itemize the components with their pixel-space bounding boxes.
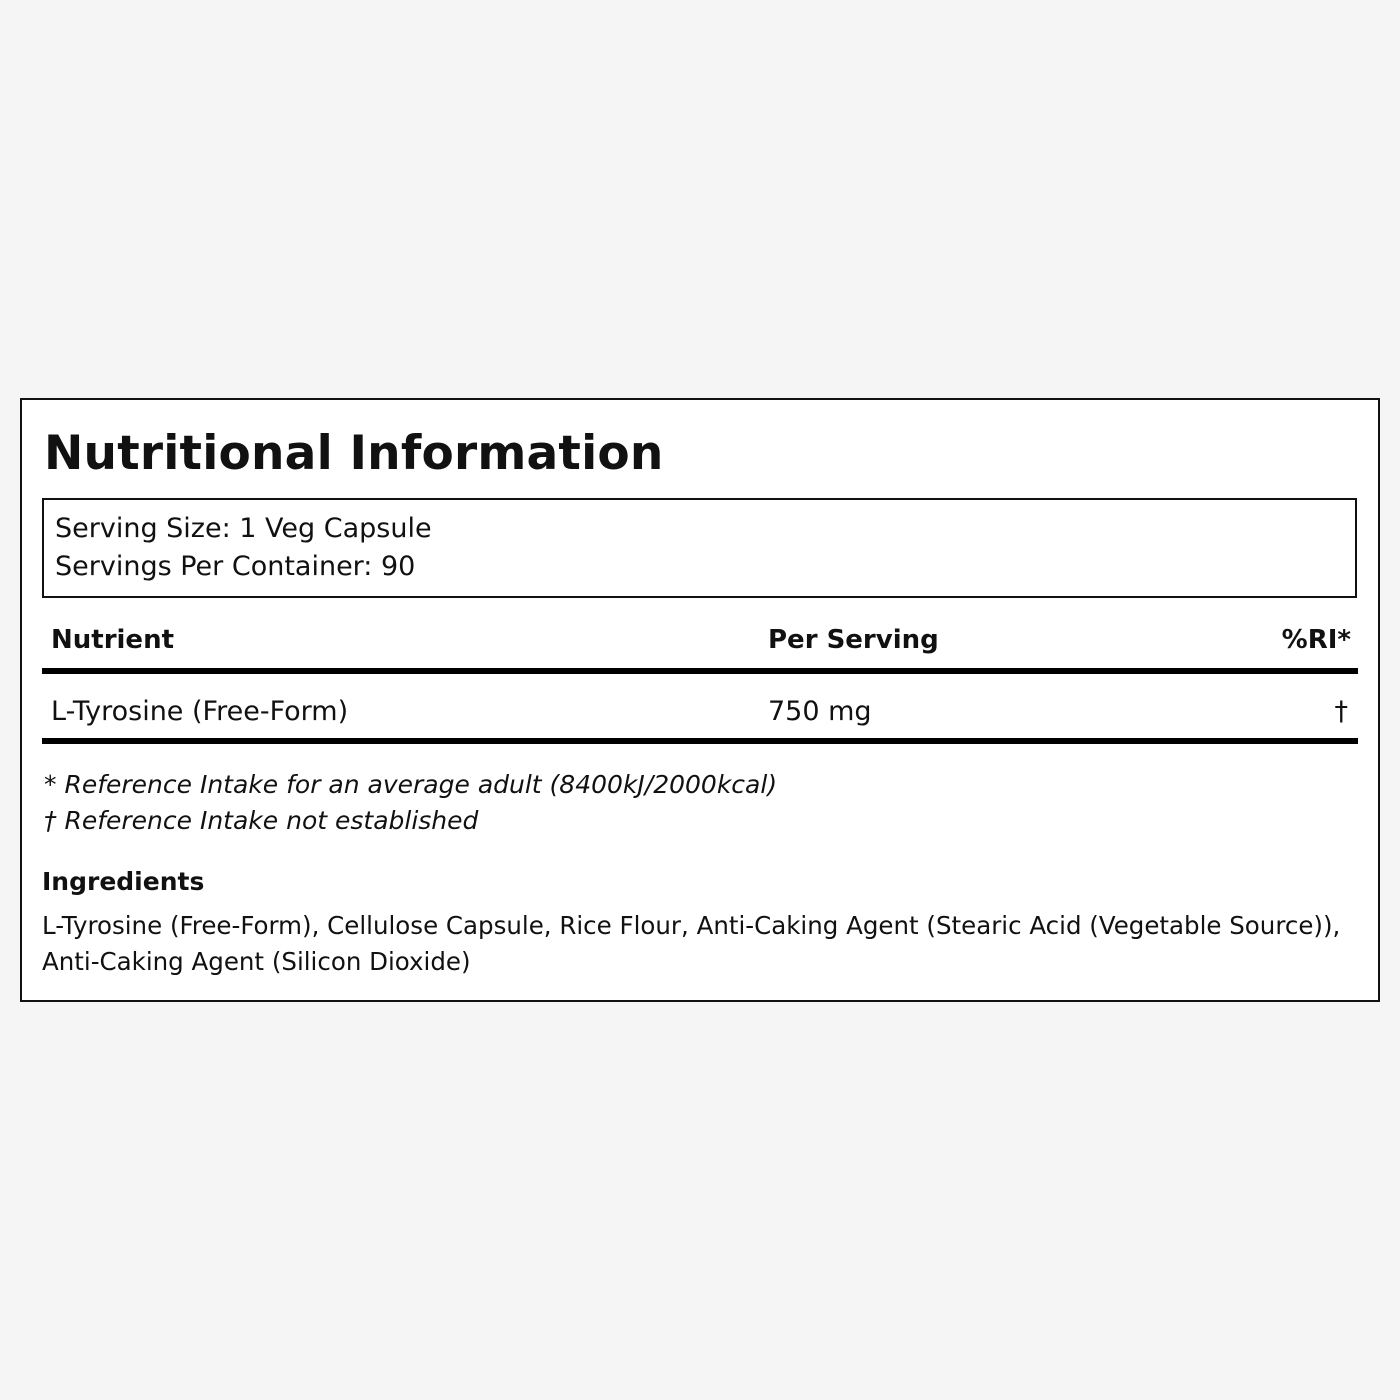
column-header-per-serving: Per Serving: [768, 625, 939, 655]
footnote-reference-intake: * Reference Intake for an average adult (8400kJ/2000kcal): [44, 770, 778, 799]
header-divider: [42, 668, 1358, 674]
column-header-nutrient: Nutrient: [51, 625, 175, 655]
ingredients-list: L-Tyrosine (Free-Form), Cellulose Capsule, Rice Flour, Anti-Caking Agent (Stearic Acid (Vegetable Source)), Anti-Caking Agent (Silicon Dioxide): [42, 911, 1341, 976]
ingredients-heading: Ingredients: [42, 867, 205, 896]
nutrient-amount: 750 mg: [768, 696, 872, 727]
nutrition-label-panel: [20, 398, 1380, 1002]
nutrient-ri: †: [1334, 696, 1348, 727]
table-bottom-divider: [42, 738, 1358, 744]
serving-info-box: [42, 498, 1357, 598]
serving-size: Serving Size: 1 Veg Capsule: [55, 513, 432, 544]
label-title: Nutritional Information: [44, 426, 664, 481]
nutrient-name: L-Tyrosine (Free-Form): [51, 696, 349, 727]
servings-per-container: Servings Per Container: 90: [55, 551, 416, 582]
footnote-not-established: † Reference Intake not established: [44, 806, 479, 835]
column-header-ri: %RI*: [1281, 625, 1351, 655]
